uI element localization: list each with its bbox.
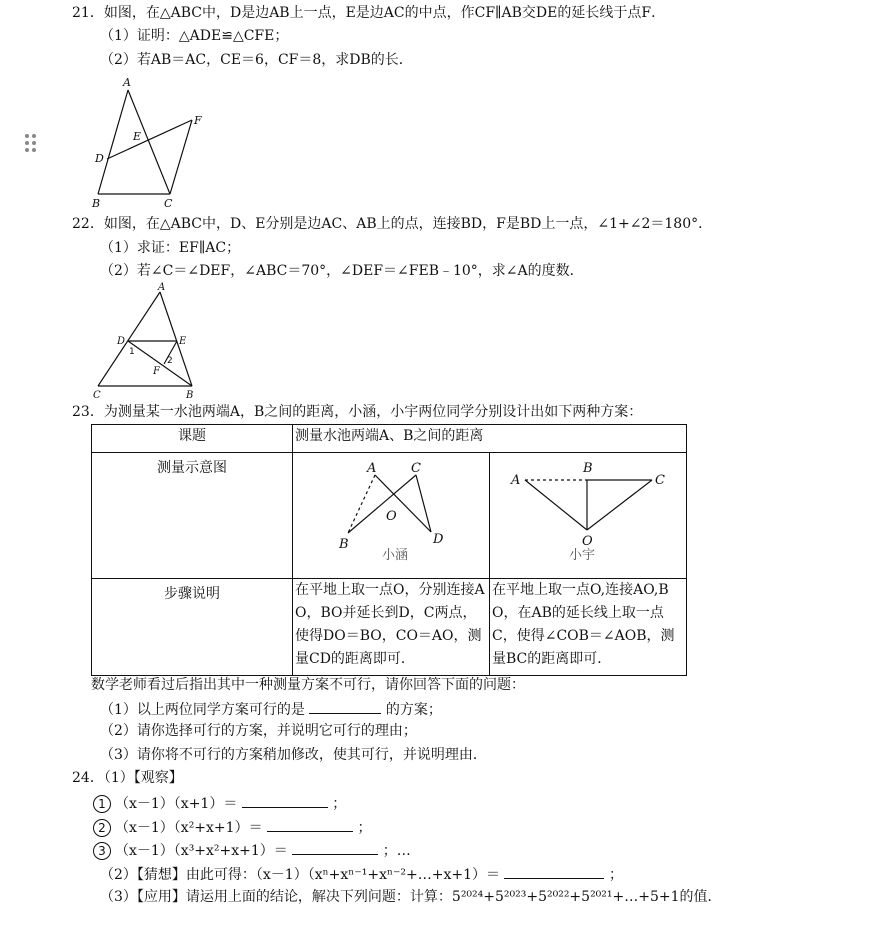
q22-stem [72,215,712,233]
q21-part1: （1）证明：△ADE≌△CFE； [100,28,289,44]
q22-label-c: C [93,390,101,401]
q22-label-b: B [186,390,194,401]
q22-label-f: F [153,366,160,377]
table-steps-plan2 [490,579,687,676]
table-diagram-plan1 [293,453,490,579]
plan1-label-a: A [367,461,377,476]
q24-item1 [93,793,346,813]
q21-label-e: E [133,130,142,143]
q24-number: 24． [72,770,104,786]
table-topic-value: 测量水池两端A、B之间的距离 [293,425,687,453]
q24-item3-blank[interactable] [292,840,378,855]
circled-number-2: 2 [93,819,111,837]
q24-guess [100,864,623,884]
circled-number-3: 3 [93,842,111,860]
q22-segment-bd [128,341,192,386]
table-head-diagram: 测量示意图 [92,453,293,579]
q23-part1 [100,699,442,719]
q22-number: 22． [72,216,104,232]
q23-number: 23． [72,404,104,420]
q21-label-a: A [123,76,131,89]
q21-part2: （2）若AB＝AC，CE＝6，CF＝8，求DB的长． [100,52,413,68]
circled-number-1: 1 [93,795,111,813]
q22-part1: （1）求证：EF∥AC； [100,240,241,256]
q22-label-e: E [179,336,187,347]
plan2-label-a: A [511,473,521,488]
q23-stem-text: 为测量某一水池两端A，B之间的距离，小涵，小宇两位同学分别设计出如下两种方案： [103,404,643,420]
plan2-label-c: C [655,473,665,488]
plan2-segment-co [587,480,652,530]
q22-label-d: D [117,336,126,347]
table-steps-plan1 [293,579,490,676]
q22-angle-2: 2 [167,356,173,366]
q21-segment-df [107,120,192,159]
q24-item3-expr: （x－1）（x³+x²+x+1）＝ [115,843,288,859]
q21-label-b: B [92,197,101,210]
q21-figure [88,76,214,210]
q24-apply: （3）【应用】请运用上面的结论，解决下列问题：计算：5²⁰²⁴+5²⁰²³+5²⁰²²+5²⁰²¹+…+5+1的值． [100,889,722,905]
plan2-steps-text: 在平地上取一点O,连接AO,BO，在AB的延长线上取一点C，使得∠COB＝∠AOB，测量BC的距离即可． [492,582,675,667]
plan2-caption: 小宇 [569,548,596,563]
q23-plan-table [91,424,687,676]
q22-angle-1: 1 [129,347,135,357]
plan2-label-b: B [583,461,593,476]
q24-item2-expr: （x－1）（x²+x+1）＝ [115,820,263,836]
plan1-label-c: C [411,461,421,476]
drag-handle-icon[interactable] [24,133,38,153]
q24-item2 [93,817,371,837]
q24-item1-expr: （x－1）（x+1）＝ [115,796,238,812]
q24-item3-ellipsis: ；… [382,843,411,859]
q21-stem-text: 如图，在△ABC中，D是边AB上一点，E是边AC的中点，作CF∥AB交DE的延长线于点F． [103,5,666,21]
q23-part2: （2）请你选择可行的方案，并说明它可行的理由； [100,723,417,739]
plan1-steps-text: 在平地上取一点O，分别连接AO，BO并延长到D，C两点，使得DO＝BO，CO＝AO，测量CD的距离即可． [295,582,485,667]
q24-guess-blank[interactable] [504,864,604,879]
plan1-segment-ab-dashed [348,475,375,533]
q24-guess-text: （2）【猜想】由此可得：（x－1）（xⁿ+xⁿ⁻¹+xⁿ⁻²+…+x+1）＝ [100,867,501,883]
plan2-figure [490,453,686,574]
q24-heading [72,769,183,787]
plan1-label-b: B [339,537,349,552]
q24-item3 [93,840,411,860]
q22-part2: （2）若∠C＝∠DEF，∠ABC＝70°，∠DEF＝∠FEB﹣10°，求∠A的度数． [100,263,584,279]
plan2-segment-ao [525,480,587,530]
plan1-caption: 小涵 [382,548,409,563]
q21-label-d: D [95,152,104,165]
q24-item1-semicolon: ； [332,796,347,812]
plan1-label-o: O [386,509,397,524]
q24-guess-semicolon: ； [608,867,623,883]
plan1-segment-cd [416,475,431,532]
top-border [0,0,871,1]
plan1-figure [293,453,489,574]
q22-stem-text: 如图，在△ABC中，D、E分别是边AC、AB上的点，连接BD，F是BD上一点，∠1+∠2＝180°． [103,216,713,232]
table-diagram-plan2 [490,453,687,579]
q23-after: 数学老师看过后指出其中一种测量方案不可行，请你回答下面的问题： [91,677,525,693]
q23-part3: （3）请你将不可行的方案稍加修改，使其可行，并说明理由． [100,747,487,763]
q21-label-c: C [164,197,173,210]
plan1-label-d: D [433,532,444,547]
plan2-label-o: O [582,534,593,549]
q24-item1-blank[interactable] [242,793,328,808]
q22-label-a: A [158,282,166,293]
q23-part1-suffix: 的方案； [385,702,442,718]
q22-side-ac [98,292,160,386]
q22-side-ab [160,292,192,386]
q24-obs-title: （1）【观察】 [103,770,183,786]
q21-segment-cf [170,120,192,194]
q23-part1-text: （1）以上两位同学方案可行的是 [100,702,305,718]
table-head-steps: 步骤说明 [92,579,293,676]
q23-part1-blank[interactable] [309,699,381,714]
table-head-topic: 课题 [92,425,293,453]
q21-label-f: F [194,114,202,127]
q22-figure [88,281,200,401]
q24-item2-blank[interactable] [267,817,353,832]
q24-item2-semicolon: ； [357,820,372,836]
plan1-segment-cb [348,475,416,533]
q21-side-ab [98,90,128,194]
q23-stem [72,403,642,421]
q21-number: 21． [72,5,104,21]
q21-stem [72,4,665,22]
